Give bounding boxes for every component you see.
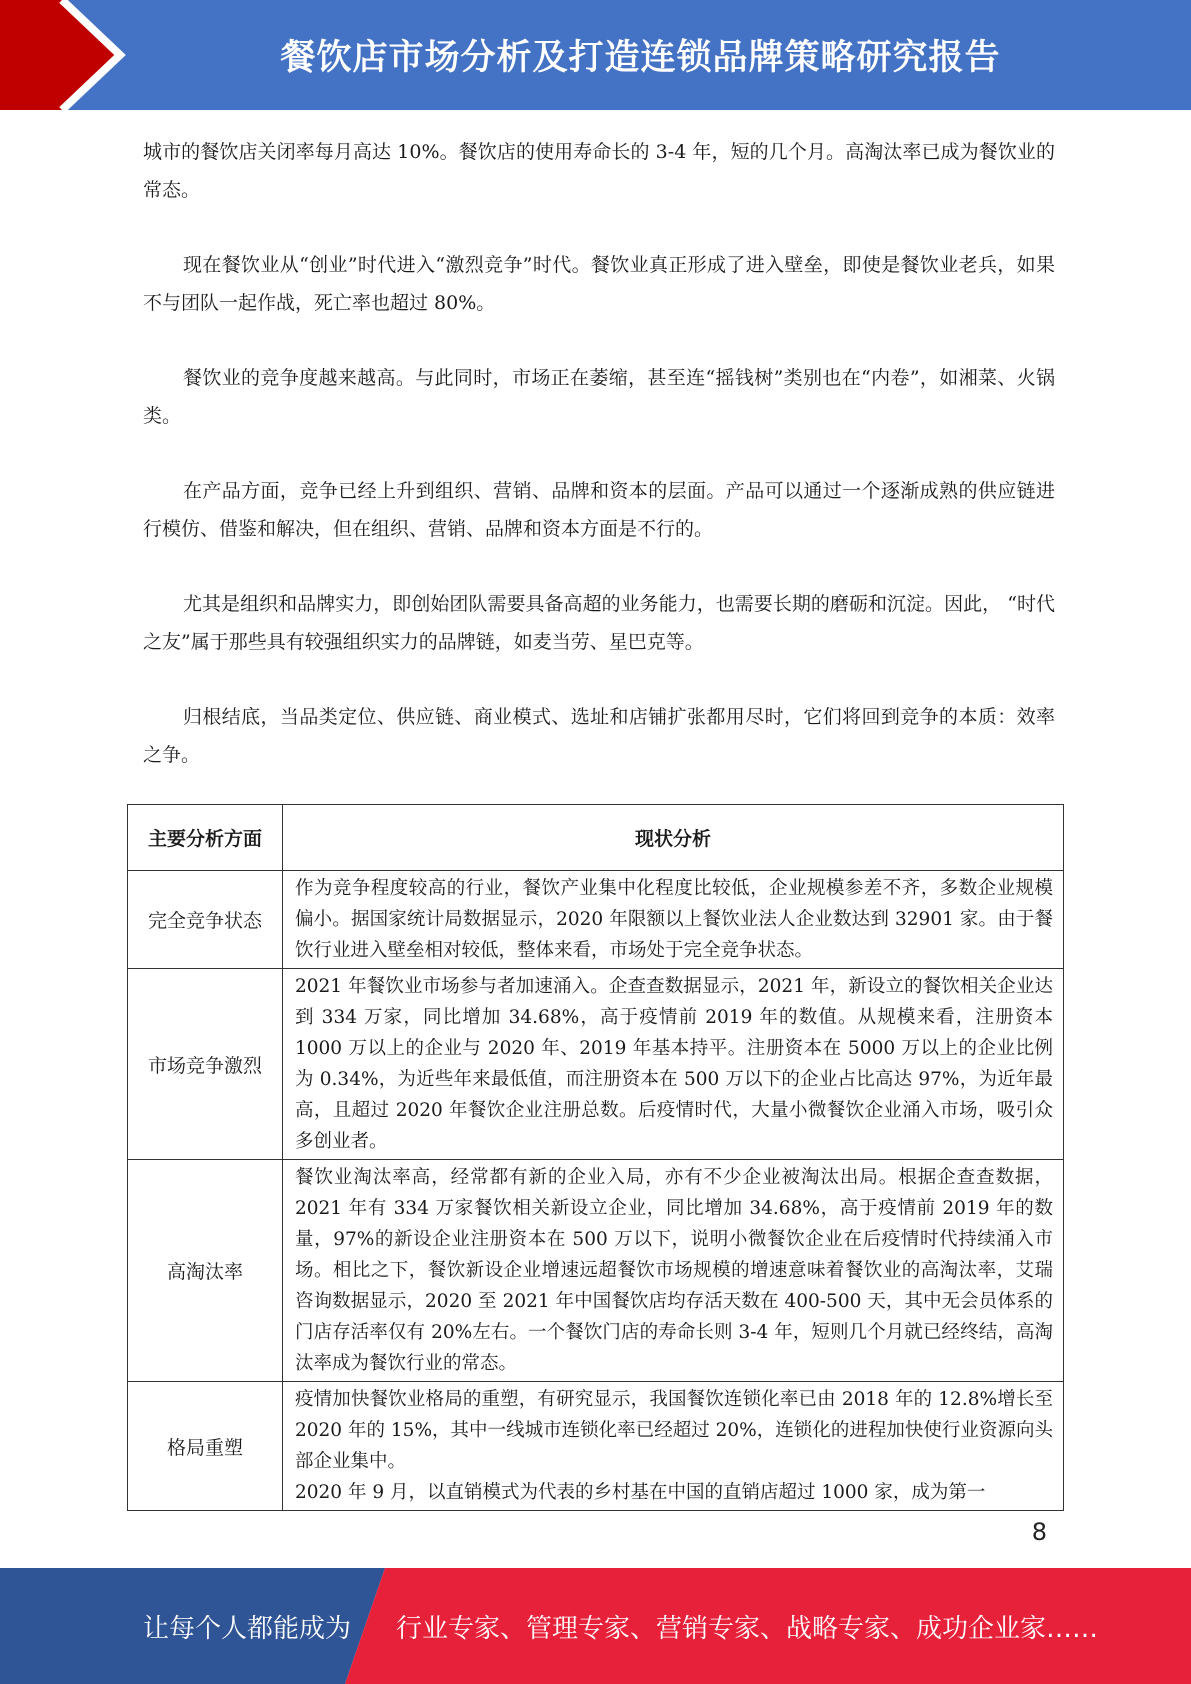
table-cell-analysis: 2021 年餐饮业市场参与者加速涌入。企查查数据显示，2021 年，新设立的餐饮相关企业达到 334 万家，同比增加 34.68%，高于疫情前 2019 年的数值。从规模来看，注册资本 1000 万以上的企业与 2020 年、2019 年基本持平。注册资本在 5000 万以上的企业比例为 0.34%，为近些年来最低值，而注册资本在 500 万以下的企业占比高达 97%，为近年最高，且超过 2020 年餐饮企业注册总数。后疫情时代，大量小微餐饮企业涌入市场，吸引众多创业者。 (283, 969, 1064, 1160)
paragraph: 在产品方面，竞争已经上升到组织、营销、品牌和资本的层面。产品可以通过一个逐渐成熟的供应链进行模仿、借鉴和解决，但在组织、营销、品牌和资本方面是不行的。 (143, 480, 1055, 540)
table-row (128, 1382, 1064, 1511)
analysis-text-continued: 2020 年 9 月，以直销模式为代表的乡村基在中国的直销店超过 1000 家，成为第一 (295, 1482, 986, 1503)
paragraph: 城市的餐饮店关闭率每月高达 10%。餐饮店的使用寿命长的 3-4 年，短的几个月。高淘汰率已成为餐饮业的常态。 (143, 141, 1055, 201)
page-footer (0, 1568, 1191, 1684)
analysis-text: 疫情加快餐饮业格局的重塑，有研究显示，我国餐饮连锁化率已由 2018 年的 12.8%增长至 2020 年的 15%，其中一线城市连锁化率已经超过 20%，连锁化的进程加快使行业资源向头部企业集中。 (295, 1389, 1053, 1472)
table-cell-aspect: 高淘汰率 (128, 1160, 283, 1382)
table-row (128, 871, 1064, 969)
table-header-aspect: 主要分析方面 (128, 805, 283, 871)
table-cell-analysis: 餐饮业淘汰率高，经常都有新的企业入局，亦有不少企业被淘汰出局。根据企查查数据，2021 年有 334 万家餐饮相关新设立企业，同比增加 34.68%，高于疫情前 2019 年的数量，97%的新设企业注册资本在 500 万以下，说明小微餐饮企业在后疫情时代持续涌入市场。相比之下，餐饮新设企业增速远超餐饮市场规模的增速意味着餐饮业的高淘汰率，艾瑞咨询数据显示，2020 至 2021 年中国餐饮店均存活天数在 400-500 天，其中无会员体系的门店存活率仅有 20%左右。一个餐饮门店的寿命长则 3-4 年，短则几个月就已经终结，高淘汰率成为餐饮行业的常态。 (283, 1160, 1064, 1382)
table-cell-aspect: 完全竞争状态 (128, 871, 283, 969)
report-title: 餐饮店市场分析及打造连锁品牌策略研究报告 (280, 38, 1001, 78)
table-header-analysis: 现状分析 (283, 805, 1064, 871)
footer-slogan-left: 让每个人都能成为 (143, 1613, 352, 1644)
body-text (143, 133, 1055, 811)
table-header-row (128, 805, 1064, 871)
table-row (128, 1160, 1064, 1382)
paragraph: 归根结底，当品类定位、供应链、商业模式、选址和店铺扩张都用尽时，它们将回到竞争的本质：效率之争。 (143, 706, 1055, 766)
table-cell-aspect: 市场竞争激烈 (128, 969, 283, 1160)
paragraph: 餐饮业的竞争度越来越高。与此同时，市场正在萎缩，甚至连“摇钱树”类别也在“内卷”，如湘菜、火锅类。 (143, 367, 1055, 427)
page-header (0, 0, 1191, 110)
table-cell-analysis (283, 1382, 1064, 1511)
analysis-table (127, 804, 1064, 1511)
paragraph: 现在餐饮业从“创业”时代进入“激烈竞争”时代。餐饮业真正形成了进入壁垒，即使是餐饮业老兵，如果不与团队一起作战，死亡率也超过 80%。 (143, 254, 1055, 314)
page-number: 8 (1031, 1518, 1047, 1546)
table-row (128, 969, 1064, 1160)
header-red-arrow-icon (0, 0, 150, 110)
paragraph: 尤其是组织和品牌实力，即创始团队需要具备高超的业务能力，也需要长期的磨砺和沉淀。因此， “时代之友”属于那些具有较强组织实力的品牌链，如麦当劳、星巴克等。 (143, 593, 1055, 653)
table-cell-aspect: 格局重塑 (128, 1382, 283, 1511)
footer-slogan-right: 行业专家、管理专家、营销专家、战略专家、成功企业家…… (396, 1613, 1099, 1644)
table-cell-analysis: 作为竞争程度较高的行业，餐饮产业集中化程度比较低，企业规模参差不齐，多数企业规模偏小。据国家统计局数据显示，2020 年限额以上餐饮业法人企业数达到 32901 家。由于餐饮行业进入壁垒相对较低，整体来看，市场处于完全竞争状态。 (283, 871, 1064, 969)
